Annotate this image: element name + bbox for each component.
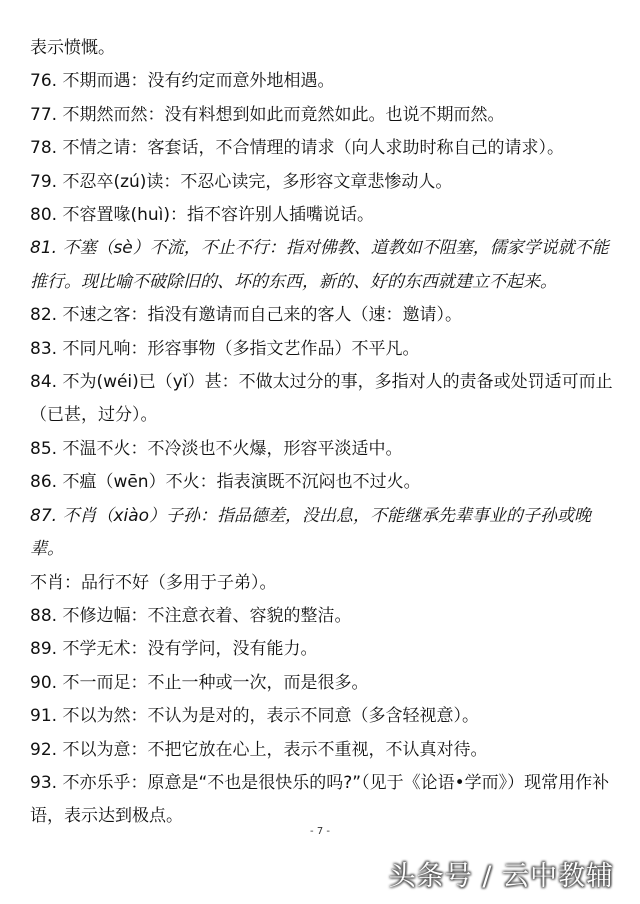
entry-89: 89. 不学无术：没有学问，没有能力。: [30, 639, 318, 660]
entry-90: 90. 不一而足：不止一种或一次，而是很多。: [30, 672, 369, 693]
entry-77: 77. 不期然而然：没有料想到如此而竟然如此。也说不期而然。: [30, 104, 505, 125]
document-body: [30, 32, 614, 834]
entry-87-note: 不肖：品行不好（多用于子弟）。: [30, 572, 277, 593]
entry-88: 88. 不修边幅：不注意衣着、容貌的整洁。: [30, 605, 352, 626]
entry-86: 86. 不瘟（wēn）不火：指表演既不沉闷也不过火。: [30, 472, 421, 493]
entry-83: 83. 不同凡响：形容事物（多指文艺作品）不平凡。: [30, 338, 420, 359]
entry-78: 78. 不情之请：客套话，不合情理的请求（向人求助时称自己的请求）。: [30, 138, 564, 159]
page-number: - 7 -: [310, 826, 330, 837]
entry-91: 91. 不以为然：不认为是对的，表示不同意（多含轻视意）。: [30, 706, 479, 727]
entry-85: 85. 不温不火：不冷淡也不火爆，形容平淡适中。: [30, 438, 403, 459]
entry-continuation-75: 表示愤慨。: [30, 38, 115, 58]
entry-87: 87. 不肖（xiào）子孙：指品德差，没出息，不能继承先辈事业的子孙或晚辈。: [30, 505, 592, 560]
entry-79: 79. 不忍卒(zú)读：不忍心读完，多形容文章悲惨动人。: [30, 171, 453, 192]
entry-82: 82. 不速之客：指没有邀请而自己来的客人（速：邀请）。: [30, 305, 462, 326]
entry-76: 76. 不期而遇：没有约定而意外地相遇。: [30, 71, 335, 92]
entry-92: 92. 不以为意：不把它放在心上，表示不重视，不认真对待。: [30, 739, 488, 760]
entry-81: 81. 不塞（sè）不流，不止不行：指对佛教、道教如不阻塞，儒家学说就不能推行。现比喻不破除旧的、坏的东西，新的、好的东西就建立不起来。: [30, 238, 609, 292]
entry-93: 93. 不亦乐乎：原意是“不也是很快乐的吗?”（见于《论语•学而》）现常用作补语，表示达到极点。: [30, 772, 610, 827]
entry-84: 84. 不为(wéi)已（yǐ）甚：不做太过分的事，多指对人的责备或处罚适可而止（已甚，过分）。: [30, 372, 613, 426]
watermark-text: 头条号 / 云中教辅: [388, 861, 614, 892]
entry-80: 80. 不容置喙(huì)：指不容许别人插嘴说话。: [30, 205, 374, 226]
